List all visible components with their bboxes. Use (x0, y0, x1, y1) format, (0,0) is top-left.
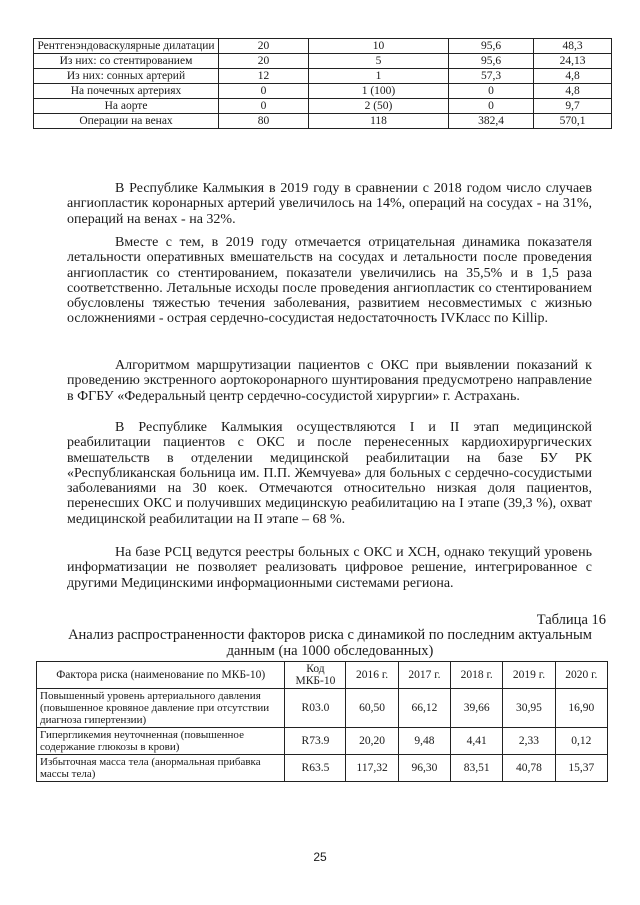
cell: 118 (309, 114, 449, 129)
cell: 96,30 (398, 755, 450, 782)
table-row (34, 39, 612, 54)
row-label: На почечных артериях (34, 84, 219, 99)
cell: 9,48 (398, 728, 450, 755)
cell: 0 (219, 84, 309, 99)
cell: 30,95 (503, 689, 555, 728)
cell: 57,3 (449, 69, 534, 84)
cell: 2,33 (503, 728, 555, 755)
cell: 117,32 (346, 755, 398, 782)
column-header: Фактора риска (наименование по МКБ-10) (37, 662, 285, 689)
cell: 16,90 (555, 689, 607, 728)
cell: 4,8 (534, 84, 612, 99)
cell: 20,20 (346, 728, 398, 755)
cell: 0 (219, 99, 309, 114)
cell: 10 (309, 39, 449, 54)
table-row (34, 54, 612, 69)
row-label: На аорте (34, 99, 219, 114)
table-row (37, 689, 608, 728)
cell: 0 (449, 84, 534, 99)
table-header-row (37, 662, 608, 689)
column-header: 2018 г. (451, 662, 503, 689)
cell: 20 (219, 39, 309, 54)
cell: 2 (50) (309, 99, 449, 114)
cell: 20 (219, 54, 309, 69)
cell: 570,1 (534, 114, 612, 129)
factor-name: Повышенный уровень артериального давления (повышенное кровяное давление при отсутствии диагноза гипертензии) (37, 689, 285, 728)
column-header: 2019 г. (503, 662, 555, 689)
paragraph-registries: На базе РСЦ ведутся реестры больных с ОКС и ХСН, однако текущий уровень информатизации не позволяет реализовать цифровое решение, интегрированное с другими Медицинскими информационными системами региона. (67, 545, 592, 591)
cell: 60,50 (346, 689, 398, 728)
cell: 1 (100) (309, 84, 449, 99)
column-header: Код МКБ-10 (285, 662, 346, 689)
column-header: 2016 г. (346, 662, 398, 689)
cell: 0 (449, 99, 534, 114)
factor-name: Избыточная масса тела (анормальная прибавка массы тела) (37, 755, 285, 782)
icd-code: R03.0 (285, 689, 346, 728)
factor-name: Гипергликемия неуточненная (повышенное содержание глюкозы в крови) (37, 728, 285, 755)
cell: 0,12 (555, 728, 607, 755)
row-label: Операции на венах (34, 114, 219, 129)
cell: 80 (219, 114, 309, 129)
cell: 4,8 (534, 69, 612, 84)
cell: 5 (309, 54, 449, 69)
cell: 39,66 (451, 689, 503, 728)
cell: 48,3 (534, 39, 612, 54)
page-number: 25 (313, 850, 327, 864)
table-row (37, 755, 608, 782)
paragraph-angioplasty-growth: В Республике Калмыкия в 2019 году в сравнении с 2018 годом число случаев ангиопластик коронарных артерий увеличилось на 14%, операций на сосудах - на 31%, операций на венах - на 32%. (67, 181, 592, 227)
cell: 66,12 (398, 689, 450, 728)
table-row (34, 114, 612, 129)
cell: 15,37 (555, 755, 607, 782)
cell: 95,6 (449, 54, 534, 69)
row-label: Рентгенэндоваскулярные дилатации (34, 39, 219, 54)
cell: 1 (309, 69, 449, 84)
cell: 382,4 (449, 114, 534, 129)
table-row (34, 84, 612, 99)
cell: 4,41 (451, 728, 503, 755)
column-header: 2017 г. (398, 662, 450, 689)
column-header: 2020 г. (555, 662, 607, 689)
cell: 95,6 (449, 39, 534, 54)
surgery-stats-table (33, 38, 612, 129)
risk-factors-table (36, 661, 608, 782)
table-title: Анализ распространенности факторов риска с динамикой по последним актуальным данным (на 1000 обследованных) (68, 627, 592, 659)
cell: 12 (219, 69, 309, 84)
table-row (37, 728, 608, 755)
paragraph-routing: Алгоритмом маршрутизации пациентов с ОКС при выявлении показаний к проведению экстренного аортокоронарного шунтирования предусмотрено направление в ФГБУ «Федеральный центр сердечно-сосудистой хирургии» г. Астрахань. (67, 358, 592, 404)
table-row (34, 99, 612, 114)
paragraph-rehabilitation: В Республике Калмыкия осуществляются I и II этап медицинской реабилитации пациентов с ОКС и после перенесенных кардиохирургических вмешательств в отделении медицинской реабилитации на базе БУ РК «Республиканская больница им. П.П. Жемчуева» для больных с сердечно-сосудистыми заболеваниями на 30 коек. Отмечаются относительно низкая доля пациентов, перенесших ОКС и получивших медицинскую реабилитацию на I этапе (39,3 %), охват медицинской реабилитации на II этапе – 68 %. (67, 420, 592, 527)
table-caption: Таблица 16 (536, 612, 606, 628)
paragraph-mortality: Вместе с тем, в 2019 году отмечается отрицательная динамика показателя летальности оперативных вмешательств на сосудах и летальности после проведения ангиопластик со стентированием, показатели увеличились на 35,5% и в 1,5 раза соответственно. Летальные исходы после проведения ангиопластик со стентированием обусловлены тяжестью течения заболевания, развитием несовместимых с жизнью осложнениями - острая сердечно-сосудистая недостаточность IVКласс по Killip. (67, 235, 592, 327)
cell: 40,78 (503, 755, 555, 782)
icd-code: R73.9 (285, 728, 346, 755)
icd-code: R63.5 (285, 755, 346, 782)
row-label: Из них: со стентированием (34, 54, 219, 69)
cell: 9,7 (534, 99, 612, 114)
cell: 24,13 (534, 54, 612, 69)
row-label: Из них: сонных артерий (34, 69, 219, 84)
cell: 83,51 (451, 755, 503, 782)
table-row (34, 69, 612, 84)
